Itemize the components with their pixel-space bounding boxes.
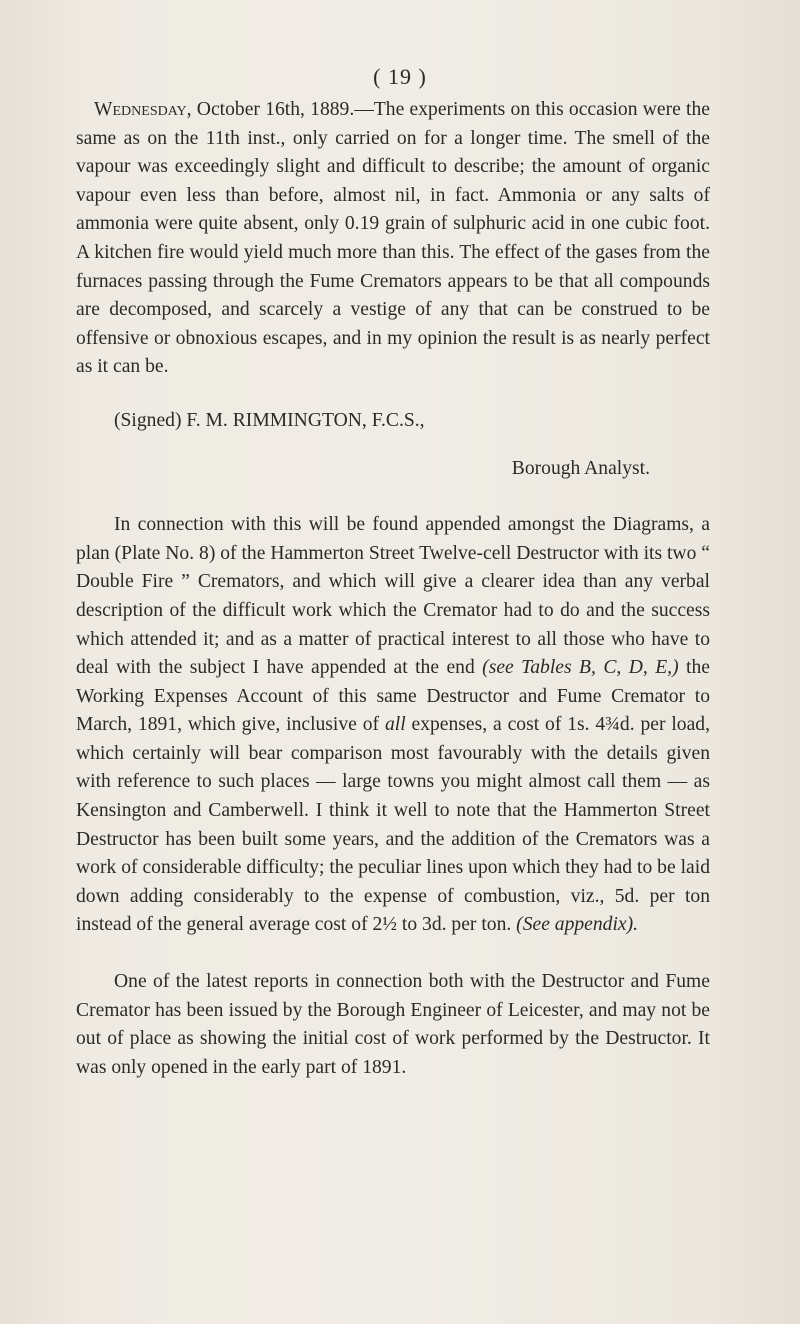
paragraph-text: In connection with this will be found appended amongst the Diagrams, a plan (Plate No. 8) of the Hammerton Street Twelve-cell Destructor with its two “ Double Fire ” Cremators, and which will give a clearer idea than any verbal description of the difficult work which the Cremator had to do and the success which attended it; and as a matter of practical interest to all those who have to deal with the subject I have appended at the end bbox=[76, 514, 710, 679]
emphasis-all: all bbox=[384, 714, 406, 736]
paragraph-leicester-report: One of the latest reports in connection both with the Destructor and Fume Cremator has been issued by the Borough Engineer of Leicester, and may not be out of place as showing the initial cost of work performed by the Destructor. It was only opened in the early part of 1891. bbox=[76, 971, 710, 1078]
signature-line: (Signed) F. M. RIMMINGTON, F.C.S., bbox=[114, 409, 425, 431]
tables-reference: (see Tables B, C, D, E,) bbox=[482, 657, 679, 679]
paragraph-text: October 16th, 1889.—The experiments on this occasion were the same as on the 11th inst., only carried on for a longer time. The smell of the vapour was exceedingly slight and difficult to describe; the amount of organic vapour even less than before, almost nil, in fact. Ammonia or any salts of ammonia were quite absent, only 0.19 grain of sulphuric acid in one cubic foot. A kitchen fire would yield much more than this. The effect of the gases from the furnaces passing through the Fume Cremators appears to be that all compounds are decomposed, and scarcely a vestige of any that can be construed to be offensive or obnoxious escapes, and in my opinion the result is as nearly perfect as it can be. bbox=[76, 99, 710, 378]
paragraph-wednesday-report bbox=[76, 96, 710, 382]
appendix-reference: (See appendix). bbox=[516, 914, 639, 936]
page-number: ( 19 ) bbox=[373, 64, 427, 89]
paragraph-destructor-plan bbox=[76, 511, 710, 940]
date-label: Wednesday, bbox=[94, 99, 192, 120]
signatory-title: Borough Analyst. bbox=[511, 457, 650, 479]
paragraph-text: the Working Expenses Account of this same Destructor and Fume Cremator to March, 1891, which give, inclusive of bbox=[76, 657, 710, 736]
paragraph-text: expenses, a cost of 1s. 4¾d. per load, which certainly will bear comparison most favourably with the details given with reference to such places — large towns you might almost call them — as Kensington and Camberwell. I think it well to note that the Hammerton Street Destructor has been built some years, and the addition of the Cremators was a work of considerable difficulty; the peculiar lines upon which they had to be laid down adding considerably to the expense of combustion, viz., 5d. per ton instead of the general average cost of 2½ to 3d. per ton. bbox=[76, 714, 711, 936]
page-body bbox=[76, 96, 710, 1082]
